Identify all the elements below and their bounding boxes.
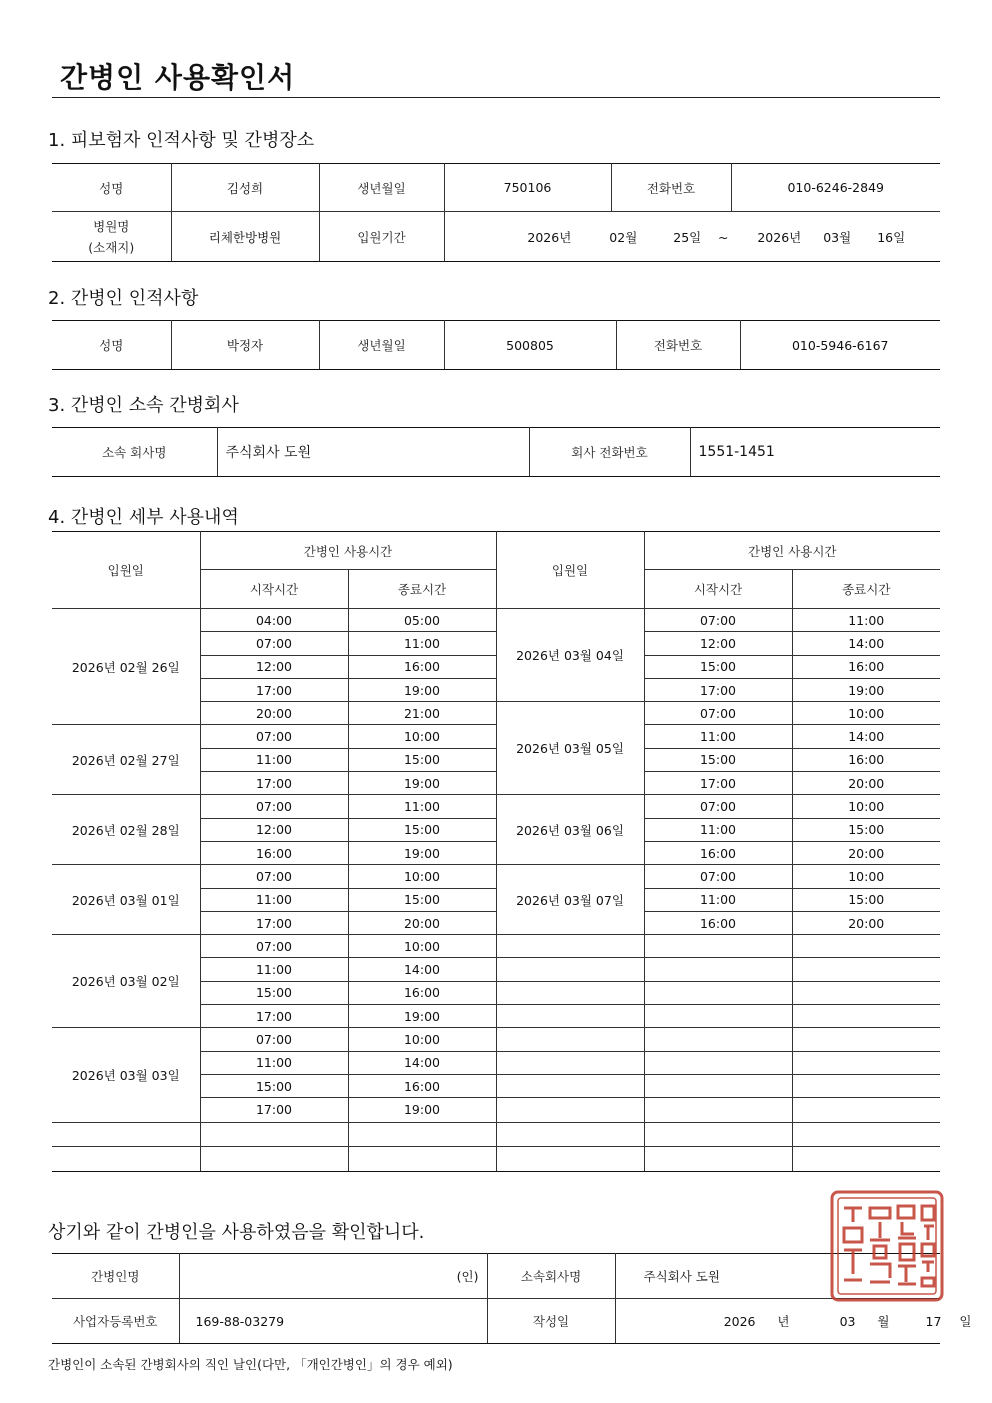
empty-cell	[644, 1098, 792, 1123]
start-time-cell: 17:00	[644, 772, 792, 795]
usage-row	[52, 795, 940, 818]
signature-company-name: 주식회사 도원	[615, 1254, 940, 1299]
start-time-cell: 17:00	[200, 772, 348, 795]
empty-cell	[644, 981, 792, 1004]
written-date-label: 작성일	[487, 1299, 615, 1344]
empty-cell	[348, 1147, 496, 1172]
usage-detail-table	[52, 531, 940, 1172]
start-time-cell: 11:00	[200, 748, 348, 771]
end-time-cell: 15:00	[348, 748, 496, 771]
insured-name: 김성희	[171, 164, 319, 212]
end-time-cell: 10:00	[792, 865, 940, 888]
admit-date-cell: 2026년 03월 03일	[52, 1028, 200, 1122]
end-time-cell: 10:00	[348, 1028, 496, 1051]
admit-date-cell: 2026년 03월 01일	[52, 865, 200, 935]
admit-date-cell: 2026년 03월 02일	[52, 935, 200, 1028]
start-time-cell: 15:00	[644, 655, 792, 678]
empty-cell	[496, 1122, 644, 1147]
insured-birth: 750106	[444, 164, 611, 212]
company-name: 주식회사 도원	[217, 428, 529, 477]
empty-cell	[200, 1147, 348, 1172]
start-time-cell: 11:00	[200, 888, 348, 911]
end-time-cell: 15:00	[348, 888, 496, 911]
admit-date-header: 입원일	[496, 532, 644, 609]
start-time-cell: 07:00	[200, 725, 348, 748]
end-time-header: 종료시간	[792, 570, 940, 609]
start-time-cell: 12:00	[644, 632, 792, 655]
insured-phone-label: 전화번호	[611, 164, 731, 212]
period-tilde: ~	[718, 229, 729, 245]
written-year: 2026	[723, 1314, 756, 1329]
empty-cell	[200, 1122, 348, 1147]
written-day-unit: 일	[959, 1314, 972, 1329]
caregiver-birth: 500805	[444, 321, 616, 370]
end-time-cell: 10:00	[792, 702, 940, 725]
company-phone-label: 회사 전화번호	[529, 428, 690, 477]
end-time-cell: 16:00	[792, 655, 940, 678]
end-time-cell: 16:00	[792, 748, 940, 771]
hospital-label	[52, 212, 171, 262]
end-time-cell: 14:00	[348, 958, 496, 981]
caregiver-phone-label: 전화번호	[616, 321, 740, 370]
caregiver-seal-mark: (인)	[179, 1254, 487, 1299]
caregiver-name-label: 성명	[52, 321, 171, 370]
end-time-cell: 20:00	[792, 911, 940, 934]
signature-table	[52, 1253, 972, 1344]
written-month: 03	[839, 1314, 856, 1329]
admission-period	[444, 212, 940, 262]
section3-heading: 3. 간병인 소속 간병회사	[48, 395, 239, 416]
start-time-cell: 07:00	[644, 702, 792, 725]
admission-period-label: 입원기간	[319, 212, 444, 262]
admit-date-header: 입원일	[52, 532, 200, 609]
empty-cell	[792, 1098, 940, 1123]
empty-cell	[792, 1147, 940, 1172]
usage-row	[52, 609, 940, 632]
end-time-cell: 15:00	[792, 888, 940, 911]
usage-row	[52, 1122, 940, 1147]
written-month-unit: 월	[877, 1314, 890, 1329]
start-time-cell: 15:00	[644, 748, 792, 771]
empty-cell	[644, 1051, 792, 1074]
admit-date-cell: 2026년 03월 05일	[496, 702, 644, 795]
start-time-cell: 17:00	[644, 678, 792, 701]
start-time-cell: 12:00	[200, 655, 348, 678]
period-start-month: 02월	[609, 229, 638, 245]
end-time-cell: 16:00	[348, 981, 496, 1004]
section2-heading: 2. 간병인 인적사항	[48, 288, 199, 309]
start-time-cell: 07:00	[200, 795, 348, 818]
start-time-cell: 04:00	[200, 609, 348, 632]
empty-cell	[496, 935, 644, 958]
start-time-cell: 16:00	[200, 841, 348, 864]
end-time-cell: 19:00	[348, 1005, 496, 1028]
end-time-cell: 11:00	[792, 609, 940, 632]
start-time-cell: 07:00	[644, 609, 792, 632]
end-time-cell: 16:00	[348, 655, 496, 678]
empty-cell	[792, 981, 940, 1004]
admit-date-cell: 2026년 02월 27일	[52, 725, 200, 795]
start-time-cell: 17:00	[200, 1005, 348, 1028]
end-time-cell: 10:00	[348, 865, 496, 888]
empty-cell	[792, 1051, 940, 1074]
start-time-cell: 11:00	[644, 725, 792, 748]
end-time-cell: 10:00	[348, 935, 496, 958]
end-time-cell: 15:00	[792, 818, 940, 841]
end-time-cell: 19:00	[348, 772, 496, 795]
usage-row	[52, 1147, 940, 1172]
start-time-cell: 16:00	[644, 841, 792, 864]
usage-row	[52, 1028, 940, 1051]
empty-cell	[644, 1122, 792, 1147]
signature-company-label: 소속회사명	[487, 1254, 615, 1299]
empty-cell	[644, 935, 792, 958]
empty-cell	[792, 1028, 940, 1051]
end-time-cell: 20:00	[792, 772, 940, 795]
end-time-header: 종료시간	[348, 570, 496, 609]
start-time-cell: 15:00	[200, 1074, 348, 1097]
end-time-cell: 20:00	[792, 841, 940, 864]
end-time-cell: 19:00	[348, 1098, 496, 1123]
empty-cell	[496, 1147, 644, 1172]
admit-date-cell: 2026년 03월 04일	[496, 609, 644, 702]
end-time-cell: 14:00	[348, 1051, 496, 1074]
start-time-header: 시작시간	[644, 570, 792, 609]
caregiver-name: 박정자	[171, 321, 319, 370]
admit-date-cell: 2026년 02월 26일	[52, 609, 200, 725]
caregiver-phone: 010-5946-6167	[740, 321, 940, 370]
end-time-cell: 11:00	[348, 632, 496, 655]
insured-phone: 010-6246-2849	[731, 164, 940, 212]
insured-birth-label: 생년월일	[319, 164, 444, 212]
section1-heading: 1. 피보험자 인적사항 및 간병장소	[48, 130, 315, 151]
empty-cell	[496, 981, 644, 1004]
start-time-cell: 11:00	[644, 818, 792, 841]
empty-cell	[792, 1005, 940, 1028]
insured-name-label: 성명	[52, 164, 171, 212]
empty-cell	[496, 1005, 644, 1028]
confirmation-statement: 상기와 같이 간병인을 사용하였음을 확인합니다.	[48, 1222, 425, 1243]
company-seal-stamp	[828, 1188, 946, 1304]
period-end-day: 16일	[877, 229, 906, 245]
start-time-cell: 11:00	[200, 1051, 348, 1074]
period-end-month: 03월	[823, 229, 852, 245]
end-time-cell: 11:00	[348, 795, 496, 818]
company-phone: 1551-1451	[690, 428, 940, 477]
page-title: 간병인 사용확인서	[60, 61, 296, 94]
hospital-label-line2: (소재지)	[88, 240, 135, 255]
usage-row	[52, 935, 940, 958]
caregiver-signature-label: 간병인명	[52, 1254, 179, 1299]
empty-cell	[644, 1147, 792, 1172]
section4-heading: 4. 간병인 세부 사용내역	[48, 507, 239, 528]
start-time-cell: 17:00	[200, 678, 348, 701]
end-time-cell: 21:00	[348, 702, 496, 725]
company-info-table	[52, 427, 940, 477]
empty-cell	[792, 935, 940, 958]
hospital-name: 리체한방병원	[171, 212, 319, 262]
start-time-cell: 16:00	[644, 911, 792, 934]
start-time-header: 시작시간	[200, 570, 348, 609]
written-year-unit: 년	[777, 1314, 790, 1329]
empty-cell	[52, 1122, 200, 1147]
empty-cell	[496, 1028, 644, 1051]
usage-time-header: 간병인 사용시간	[200, 532, 496, 570]
empty-cell	[792, 1122, 940, 1147]
end-time-cell: 16:00	[348, 1074, 496, 1097]
empty-cell	[348, 1122, 496, 1147]
empty-cell	[644, 1074, 792, 1097]
empty-cell	[792, 1074, 940, 1097]
caregiver-info-table	[52, 320, 940, 370]
start-time-cell: 15:00	[200, 981, 348, 1004]
written-day: 17	[925, 1314, 942, 1329]
caregiver-birth-label: 생년월일	[319, 321, 444, 370]
admit-date-cell: 2026년 03월 06일	[496, 795, 644, 865]
start-time-cell: 07:00	[200, 1028, 348, 1051]
footnote: 간병인이 소속된 간병회사의 직인 날인(다만, 「개인간병인」의 경우 예외)	[48, 1357, 453, 1372]
admit-date-cell: 2026년 02월 28일	[52, 795, 200, 865]
empty-cell	[644, 1005, 792, 1028]
company-name-label: 소속 회사명	[52, 428, 217, 477]
end-time-cell: 20:00	[348, 911, 496, 934]
start-time-cell: 20:00	[200, 702, 348, 725]
end-time-cell: 10:00	[348, 725, 496, 748]
usage-row	[52, 865, 940, 888]
empty-cell	[644, 1028, 792, 1051]
empty-cell	[52, 1147, 200, 1172]
end-time-cell: 19:00	[792, 678, 940, 701]
start-time-cell: 07:00	[644, 865, 792, 888]
start-time-cell: 07:00	[200, 632, 348, 655]
admit-date-cell: 2026년 03월 07일	[496, 865, 644, 935]
empty-cell	[496, 1051, 644, 1074]
empty-cell	[644, 958, 792, 981]
empty-cell	[496, 1074, 644, 1097]
empty-cell	[792, 958, 940, 981]
business-number: 169-88-03279	[179, 1299, 487, 1344]
end-time-cell: 19:00	[348, 841, 496, 864]
start-time-cell: 07:00	[644, 795, 792, 818]
usage-time-header: 간병인 사용시간	[644, 532, 940, 570]
start-time-cell: 11:00	[644, 888, 792, 911]
insured-info-table	[52, 163, 940, 262]
period-start-day: 25일	[673, 229, 702, 245]
end-time-cell: 19:00	[348, 678, 496, 701]
period-start-year: 2026년	[527, 229, 572, 245]
title-divider	[52, 97, 940, 98]
end-time-cell: 14:00	[792, 632, 940, 655]
empty-cell	[496, 1098, 644, 1123]
end-time-cell: 10:00	[792, 795, 940, 818]
business-number-label: 사업자등록번호	[52, 1299, 179, 1344]
start-time-cell: 11:00	[200, 958, 348, 981]
start-time-cell: 07:00	[200, 865, 348, 888]
end-time-cell: 15:00	[348, 818, 496, 841]
end-time-cell: 05:00	[348, 609, 496, 632]
written-date	[615, 1299, 972, 1344]
start-time-cell: 07:00	[200, 935, 348, 958]
hospital-label-line1: 병원명	[93, 219, 130, 234]
start-time-cell: 12:00	[200, 818, 348, 841]
empty-cell	[496, 958, 644, 981]
start-time-cell: 17:00	[200, 911, 348, 934]
start-time-cell: 17:00	[200, 1098, 348, 1123]
end-time-cell: 14:00	[792, 725, 940, 748]
period-end-year: 2026년	[757, 229, 802, 245]
